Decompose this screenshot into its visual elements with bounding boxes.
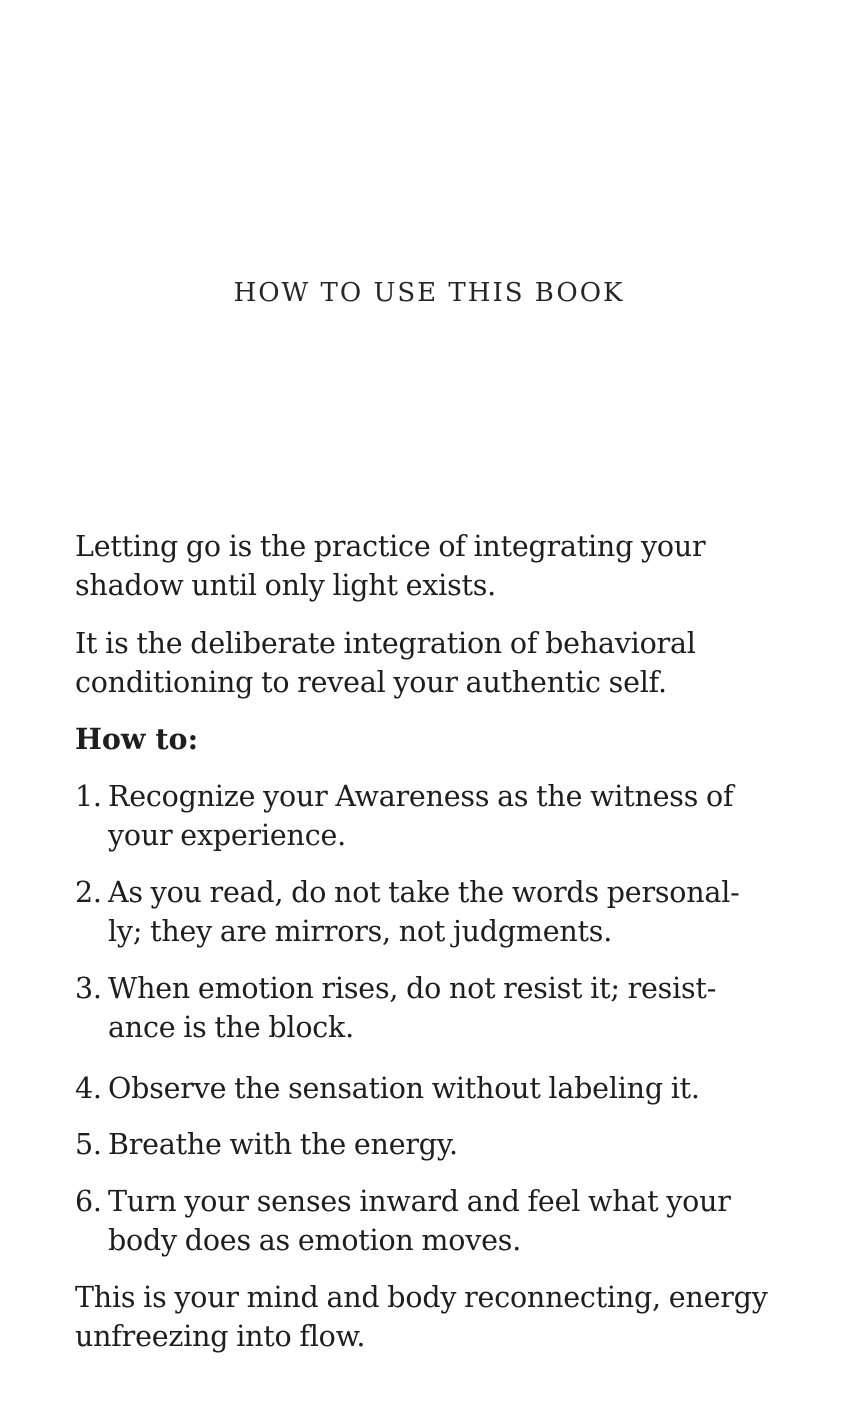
step-number: 4. bbox=[75, 1072, 102, 1105]
step-text-line: ly; they are mirrors, not judgments. bbox=[108, 915, 613, 948]
step-item bbox=[75, 1182, 795, 1260]
intro-paragraph-2 bbox=[75, 624, 795, 702]
step-number: 2. bbox=[75, 876, 102, 909]
step-text-line: Observe the sensation without labeling it. bbox=[108, 1072, 700, 1105]
text-line: It is the deliberate integration of behavioral bbox=[75, 627, 696, 660]
step-text-line: ance is the block. bbox=[108, 1011, 354, 1044]
step-item bbox=[75, 873, 795, 951]
step-text-line: Recognize your Awareness as the witness of bbox=[108, 780, 734, 813]
text-line: conditioning to reveal your authentic self. bbox=[75, 666, 667, 699]
step-text-line: body does as emotion moves. bbox=[108, 1224, 522, 1257]
step-item bbox=[75, 1069, 795, 1108]
page-title: HOW TO USE THIS BOOK bbox=[233, 278, 625, 308]
step-text-line: Breathe with the energy. bbox=[108, 1128, 458, 1161]
step-item bbox=[75, 969, 795, 1047]
step-item bbox=[75, 777, 795, 855]
step-text-line: your experience. bbox=[108, 819, 346, 852]
text-line: unfreezing into flow. bbox=[75, 1320, 366, 1353]
step-number: 5. bbox=[75, 1128, 102, 1161]
closing-paragraph bbox=[75, 1278, 795, 1356]
step-text-line: Turn your senses inward and feel what your bbox=[108, 1185, 731, 1218]
text-line: shadow until only light exists. bbox=[75, 569, 497, 602]
step-number: 6. bbox=[75, 1185, 102, 1218]
text-line: This is your mind and body reconnecting, energy bbox=[75, 1281, 768, 1314]
text-line: Letting go is the practice of integrating your bbox=[75, 530, 706, 563]
step-text-line: When emotion rises, do not resist it; resist- bbox=[108, 972, 717, 1005]
step-text-line: As you read, do not take the words personal- bbox=[108, 876, 740, 909]
step-item bbox=[75, 1125, 795, 1164]
step-number: 1. bbox=[75, 780, 102, 813]
step-number: 3. bbox=[75, 972, 102, 1005]
intro-paragraph-1 bbox=[75, 527, 795, 605]
how-to-heading: How to: bbox=[75, 722, 199, 756]
